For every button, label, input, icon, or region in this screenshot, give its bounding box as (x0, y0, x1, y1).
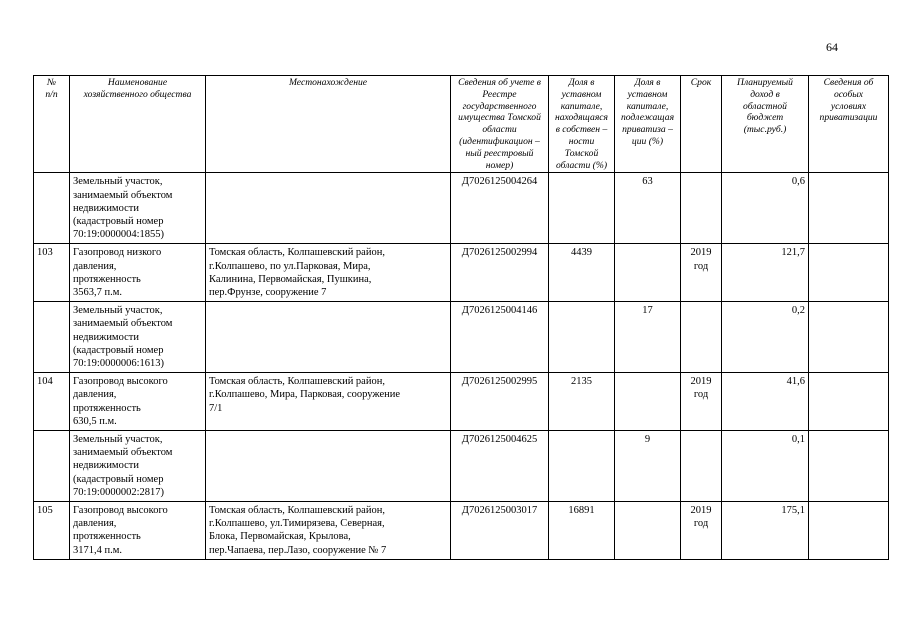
cell-registry-id: Д7026125002994 (451, 244, 549, 302)
cell-registry-id: Д7026125004264 (451, 173, 549, 244)
cell-num: 105 (34, 502, 70, 560)
cell-registry-id: Д7026125002995 (451, 373, 549, 431)
cell-location: Томская область, Колпашевский район, г.Колпашево, по ул.Парковая, Мира, Калинина, Первомайская, Пушкина, пер.Фрунзе, сооружение 7 (206, 244, 451, 302)
cell-location (206, 431, 451, 502)
cell-special (809, 173, 889, 244)
cell-budget: 175,1 (722, 502, 809, 560)
cell-location: Томская область, Колпашевский район, г.Колпашево, ул.Тимирязева, Северная, Блока, Первомайская, Крылова, пер.Чапаева, пер.Лазо, сооружение № 7 (206, 502, 451, 560)
cell-share-priv (615, 502, 681, 560)
cell-num: 103 (34, 244, 70, 302)
cell-special (809, 502, 889, 560)
table-header-row (34, 76, 889, 173)
cell-share-owned: 2135 (549, 373, 615, 431)
cell-num (34, 173, 70, 244)
table-row (34, 173, 889, 244)
table-row (34, 373, 889, 431)
cell-term: 2019 год (681, 373, 722, 431)
table-row (34, 502, 889, 560)
cell-budget: 0,2 (722, 302, 809, 373)
cell-name: Земельный участок, занимаемый объектом недвижимости (кадастровый номер 70:19:0000006:1613) (70, 302, 206, 373)
cell-share-owned (549, 302, 615, 373)
privatization-table (33, 75, 889, 560)
cell-special (809, 302, 889, 373)
cell-share-priv (615, 373, 681, 431)
cell-share-owned (549, 431, 615, 502)
cell-special (809, 373, 889, 431)
cell-special (809, 431, 889, 502)
cell-budget: 41,6 (722, 373, 809, 431)
cell-location (206, 302, 451, 373)
page-number: 64 (826, 40, 838, 54)
table-row (34, 244, 889, 302)
table-row (34, 302, 889, 373)
cell-budget: 0,1 (722, 431, 809, 502)
cell-share-owned: 16891 (549, 502, 615, 560)
cell-location: Томская область, Колпашевский район, г.Колпашево, Мира, Парковая, сооружение 7/1 (206, 373, 451, 431)
cell-special (809, 244, 889, 302)
cell-term: 2019 год (681, 244, 722, 302)
cell-num (34, 431, 70, 502)
header-term: Срок (681, 76, 722, 173)
cell-share-owned: 4439 (549, 244, 615, 302)
cell-name: Земельный участок, занимаемый объектом недвижимости (кадастровый номер 70:19:0000002:2817) (70, 431, 206, 502)
cell-name: Земельный участок, занимаемый объектом недвижимости (кадастровый номер 70:19:0000004:1855) (70, 173, 206, 244)
cell-share-priv: 9 (615, 431, 681, 502)
header-location: Местонахождение (206, 76, 451, 173)
header-share-priv: Доля в уставном капитале, подлежащая приватиза – ции (%) (615, 76, 681, 173)
cell-num (34, 302, 70, 373)
cell-term (681, 431, 722, 502)
cell-name: Газопровод высокого давления, протяженность 3171,4 п.м. (70, 502, 206, 560)
cell-share-priv (615, 244, 681, 302)
cell-term: 2019 год (681, 502, 722, 560)
cell-name: Газопровод низкого давления, протяженность 3563,7 п.м. (70, 244, 206, 302)
cell-location (206, 173, 451, 244)
cell-share-priv: 17 (615, 302, 681, 373)
header-name: Наименование хозяйственного общества (70, 76, 206, 173)
cell-registry-id: Д7026125004625 (451, 431, 549, 502)
header-budget: Планируемый доход в областной бюджет (тыс.руб.) (722, 76, 809, 173)
table-row (34, 431, 889, 502)
cell-term (681, 302, 722, 373)
cell-term (681, 173, 722, 244)
header-registry: Сведения об учете в Реестре государственного имущества Томской области (идентификацион – ный реестровый номер) (451, 76, 549, 173)
header-num: № п/п (34, 76, 70, 173)
cell-registry-id: Д7026125003017 (451, 502, 549, 560)
cell-share-priv: 63 (615, 173, 681, 244)
header-special: Сведения об особых условиях приватизации (809, 76, 889, 173)
cell-budget: 0,6 (722, 173, 809, 244)
cell-registry-id: Д7026125004146 (451, 302, 549, 373)
cell-name: Газопровод высокого давления, протяженность 630,5 п.м. (70, 373, 206, 431)
cell-budget: 121,7 (722, 244, 809, 302)
header-share-owned: Доля в уставном капитале, находящаяся в собствен – ности Томской области (%) (549, 76, 615, 173)
cell-num: 104 (34, 373, 70, 431)
cell-share-owned (549, 173, 615, 244)
